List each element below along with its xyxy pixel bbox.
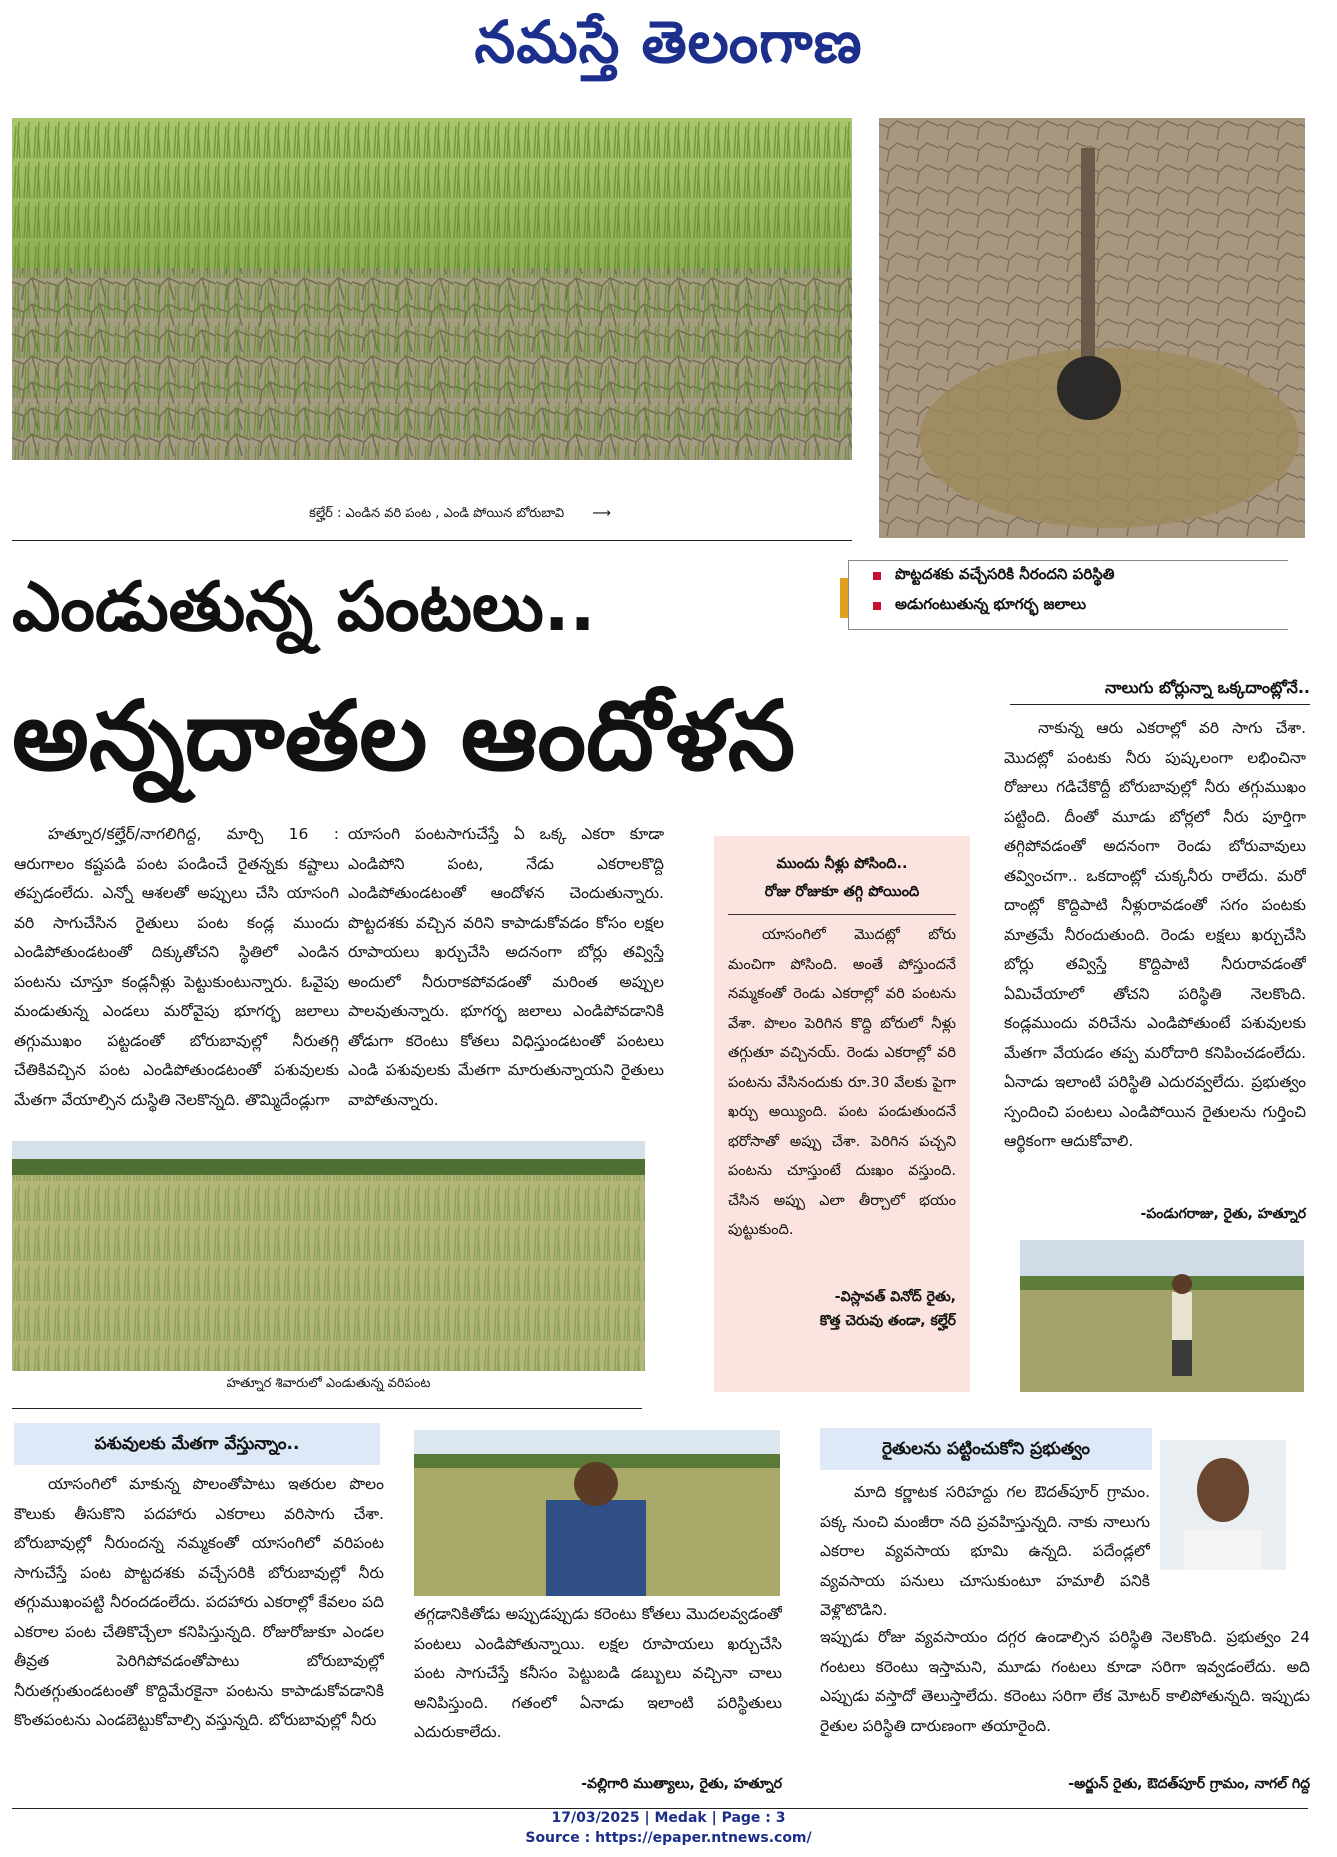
main-story-col2: [348, 820, 664, 1120]
dry-paddy-photo: [12, 118, 852, 460]
pink-box-text: యాసంగిలో మొదట్లో బోరు మంచిగా పోసింది. అంతే పోస్తుందనే నమ్మకంతో రెండు ఎకరాల్లో వరి పంటను వేశా. పొలం పెరిగిన కొద్ది బోరులో నీళ్లు తగ్గుతూ వచ్చినయ్. రెండు ఎకరాల్లో వరి పంటను వేసినందుకు రూ.30 వేలకు పైగా ఖర్చు అయ్యింది. పంట పండుతుందనే భరోసాతో అప్పు చేశా. పెరిగిన పచ్చని పంటను చూస్తుంటే దుఃఖం వస్తుంది. చేసిన అప్పు ఎలా తీర్చాలో భయం పుట్టుకుంది.: [728, 927, 956, 1238]
bottom-right-title: రైతులను పట్టించుకోని ప్రభుత్వం: [820, 1428, 1152, 1470]
top-divider: [12, 540, 852, 541]
top-photo-caption: [240, 506, 680, 524]
woman-farmer-photo: [414, 1430, 780, 1596]
headline-line2: అన్నదాతల ఆందోళన: [12, 680, 796, 792]
bullet-square-icon: [873, 572, 881, 580]
pink-box-title: [728, 850, 956, 906]
pink-box-title-line1: ముందు నీళ్లు పోసింది..: [776, 856, 908, 872]
pink-box-body: [728, 921, 956, 1271]
mid-divider: [12, 1408, 642, 1409]
bottom-divider: [12, 1808, 1308, 1809]
dry-paddy-image: [12, 118, 852, 460]
highlight-item: [873, 561, 1288, 591]
right-arrow-icon: ⟶: [592, 506, 611, 521]
highlight-text: పొట్టదశకు వచ్చేసరికి నీరందని పరిస్థితి: [895, 565, 1115, 583]
right-story-byline: -పండుగరాజు, రైతు, హత్నూర: [1140, 1206, 1306, 1222]
pink-box-byline-line1: -విస్లావత్ వినోద్ రైతు,: [834, 1289, 956, 1305]
bottom-right-body-bottom: [820, 1623, 1310, 1753]
bottom-left-cont: [414, 1600, 782, 1760]
arjun-portrait-image: [1160, 1440, 1286, 1570]
highlight-text: అడుగంటుతున్న భూగర్భ జలాలు: [895, 595, 1087, 613]
masthead: నమస్తే తెలంగాణ: [474, 8, 863, 76]
woman-farmer-image: [414, 1430, 780, 1596]
right-story-title-rule: [1010, 704, 1310, 705]
pink-box-title-line2: రోజు రోజుకూ తగ్గి పోయింది: [764, 884, 920, 900]
top-caption-text: కల్హేర్ : ఎండిన వరి పంట , ఎండి పోయిన బోరుబావి: [309, 506, 565, 521]
highlight-bar: [840, 578, 848, 618]
bottom-right-text-top: మాది కర్ణాటక సరిహద్దు గల ఔదత్‌పూర్ గ్రామం. పక్క నుంచి మంజీరా నది ప్రవహిస్తున్నది. నాకు నాలుగు ఎకరాల వ్యవసాయ భూమి ఉన్నది. పదేండ్లలో వ్యవసాయ పనులు చూసుకుంటూ హమాలీ పనికి వెళ్లొటొడిని.: [820, 1483, 1150, 1619]
right-story-body: [1004, 714, 1306, 1194]
hathnoor-field-photo: [12, 1141, 645, 1371]
headline-line1: ఎండుతున్న పంటలు..: [12, 568, 596, 647]
bottom-left-cont-text: తగ్గడానికితోడు అప్పుడప్పుడు కరెంటు కోతలు మొదలవ్వడంతో పంటలు ఎండిపోతున్నాయి. లక్షల రూపాయలు ఖర్చుచేసి పంట సాగుచేస్తే కనీసం పెట్టుబడి డబ్బులు వచ్చినా చాలు అనిపిస్తుంది. గతంలో ఏనాడు ఇలాంటి పరిస్థితులు ఎదురుకాలేదు.: [414, 1605, 782, 1741]
farmer-field-image: [1020, 1240, 1304, 1392]
dried-borewell-photo: [879, 118, 1305, 538]
bottom-left-body: [14, 1470, 384, 1770]
footer-line2: Source : https://epaper.ntnews.com/: [525, 1830, 812, 1846]
bottom-left-title: పశువులకు మేతగా వేస్తున్నాం..: [14, 1423, 380, 1465]
bullet-square-icon: [873, 602, 881, 610]
borewell-image: [879, 118, 1305, 538]
pink-box-byline-line2: కొత్త చెరువు తండా, కల్హేర్: [819, 1313, 956, 1329]
bottom-left-byline: -వల్లిగారి ముత్యాలు, రైతు, హత్నూర: [581, 1776, 782, 1792]
main-story-col2-text: యాసంగి పంటసాగుచేస్తే ఏ ఒక్క ఎకరా కూడా ఎండిపోని పంట, నేడు ఎకరాలకొద్ది ఎండిపోతుండటంతో ఆందోళన చెందుతున్నారు. పొట్టదశకు వచ్చిన వరిని కాపాడుకోవడం కోసం లక్షల రూపాయలు ఖర్చుచేసి అదనంగా బోర్లు తవ్విస్తే అందులో నీరురాకపోవడంతో మరింత అప్పుల పాలవుతున్నారు. భూగర్భ జలాలు ఎండిపోవడానికి తోడుగా కరెంటు కోతలు విధిస్తుండటంతో పంటలు ఎండి పశువులకు మేతగా మారుతున్నాయని రైతులు వాపోతున్నారు.: [348, 825, 664, 1109]
right-story-title: నాలుగు బోర్లున్నా ఒక్కదాంట్లోనే..: [1105, 678, 1310, 697]
mid-photo-caption: హత్నూర శివారులో ఎండుతున్న వరిపంట: [226, 1376, 431, 1391]
farmer-field-photo: [1020, 1240, 1304, 1392]
highlight-item: [873, 591, 1288, 621]
highlights-box: [848, 560, 1288, 630]
main-story-col1-text: హత్నూర/కల్హేర్/నాగలిగిద్ద, మార్చి 16 : ఆరుగాలం కష్టపడి పంట పండించే రైతన్నకు కష్టాలు తప్పడంలేదు. ఎన్నో ఆశలతో అప్పులు చేసి యాసంగి వరి సాగుచేసిన రైతులు పంట కండ్ల ముందు ఎండిపోతుండటంతో దిక్కుతోచని స్థితిలో ఎండిన పంటను చూస్తూ కండ్లనీళ్లు పెట్టుకుంటున్నారు. ఓవైపు మండుతున్న ఎండలు మరోవైపు భూగర్భ జలాలు తగ్గుముఖం పట్టడంతో బోరుబావుల్లో నీరుతగ్గి చేతికివచ్చిన పంట ఎండిపోతుండటంతో పశువులకు మేతగా వేయాల్సిన దుస్థితి నెలకొన్నది. తొమ్మిదేండ్లుగా: [14, 825, 339, 1109]
bottom-right-body-top: [820, 1478, 1150, 1620]
pink-box: [714, 836, 970, 1392]
right-story-text: నాకున్న ఆరు ఎకరాల్లో వరి సాగు చేశా. మొదట్లో పంటకు నీరు పుష్కలంగా లభించినా రోజులు గడిచేకొద్దీ బోరుబావుల్లో నీరు తగ్గుముఖం పట్టింది. దీంతో మూడు బోర్లలో నీరు పూర్తిగా తగ్గిపోవడంతో అదనంగా రెండు బోరువావులు తవ్వించగా.. ఒకదాంట్లో చుక్కనీరు రాలేదు. మరో దాంట్లో కొద్దిపాటి నీళ్లురావడంతో సగం పంటకు మాత్రమే నీరందుతుంది. రెండు లక్షలు ఖర్చుచేసి బోర్లు తవ్విస్తే కొద్దిపాటి నీరురావడంతో ఏమిచేయాలో తోచని పరిస్థితి నెలకొంది. కండ్లముందు వరిచేను ఎండిపోతుంటే పశువులకు మేతగా వేయడం తప్ప మరోదారి కనిపించడంలేదు. ఏనాడు ఇలాంటి పరిస్థితి ఎదురవ్వలేదు. ప్రభుత్వం స్పందించి పంటలు ఎండిపోయిన రైతులను గుర్తించి ఆర్థికంగా ఆదుకోవాలి.: [1004, 719, 1306, 1150]
pink-box-byline: [728, 1285, 956, 1333]
bottom-left-text: యాసంగిలో మాకున్న పొలంతోపాటు ఇతరుల పొలం కౌలుకు తీసుకొని పదహారు ఎకరాలు వరిసాగు చేశా. బోరుబావుల్లో నీరుందన్న నమ్మకంతో యాసంగిలో వరిపంట సాగుచేస్తే పంట పొట్టదశకు వచ్చేసరికి బోరుబావుల్లో నీరు తగ్గుముఖంపట్టి నీరందడంలేదు. పదహారు ఎకరాల్లో కేవలం పది ఎకరాల పంట చేతికొచ్చేలా కనిపిస్తున్నది. రోజురోజుకూ ఎండల తీవ్రత పెరిగిపోవడంతోపాటు బోరుబావుల్లో నీరుతగ్గుతుండటంతో కొద్దిమేరకైనా పంటను కాపాడుకోవడానికి కొంతపంటను ఎండబెట్టుకోవాల్సి వస్తున్నది. బోరుబావుల్లో నీరు: [14, 1475, 384, 1729]
pink-box-rule: [728, 914, 956, 915]
footer-line1: 17/03/2025 | Medak | Page : 3: [551, 1810, 786, 1826]
bottom-right-text-bottom: ఇప్పుడు రోజు వ్యవసాయం దగ్గర ఉండాల్సిన పరిస్థితి నెలకొంది. ప్రభుత్వం 24 గంటలు కరెంటు ఇస్తామని, మూడు గంటలు కూడా సరిగా ఇవ్వడంలేదు. అది ఎప్పుడు వస్తాదో తెలుస్తాలేదు. కరెంటు సరిగా లేక మోటర్ కాలిపోతున్నది. ఇప్పుడు రైతుల పరిస్థితి దారుణంగా తయారైంది.: [820, 1628, 1310, 1735]
bottom-right-byline: -అర్జున్ రైతు, ఔదత్‌పూర్ గ్రామం, నాగల్ గిద్ద: [1068, 1776, 1310, 1792]
hathnoor-field-image: [12, 1141, 645, 1371]
main-story-col1: [14, 820, 339, 1120]
arjun-portrait-photo: [1160, 1440, 1286, 1570]
